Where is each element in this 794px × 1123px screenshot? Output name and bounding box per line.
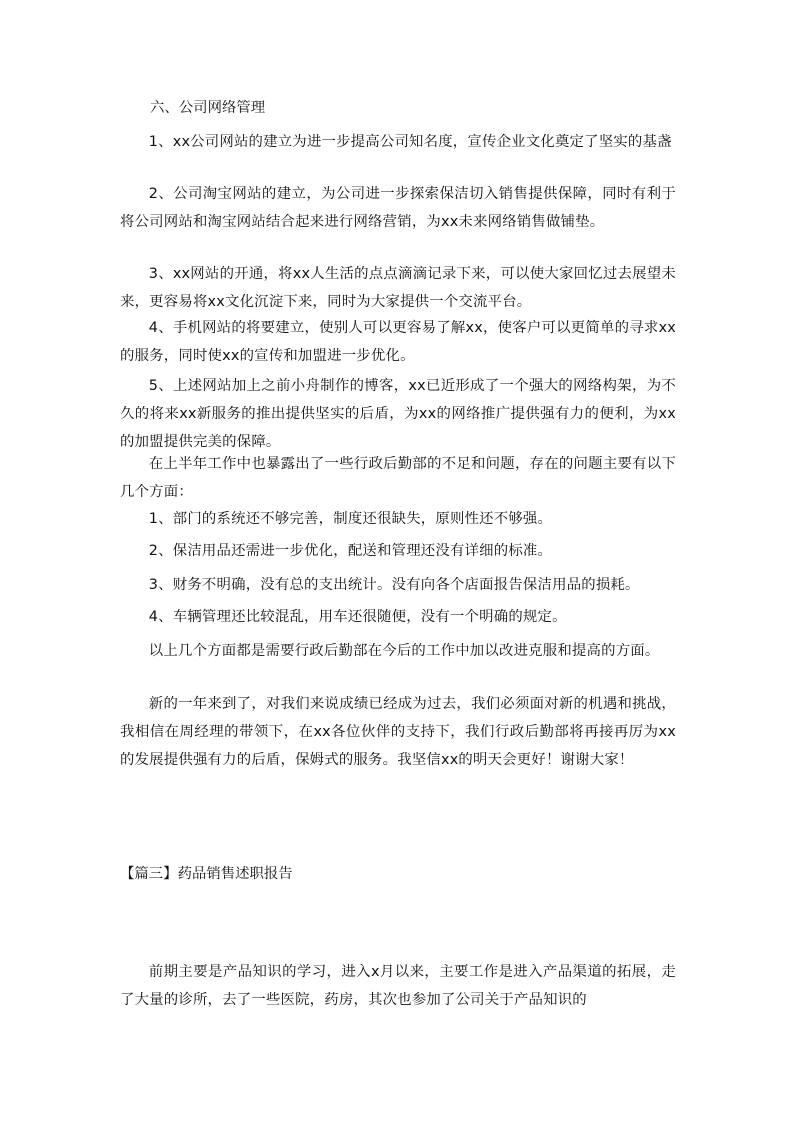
problem-item-4: 4、车辆管理还比较混乱，用车还很随便，没有一个明确的规定。 [148,609,567,625]
problem-item-3: 3、财务不明确，没有总的支出统计。没有向各个店面报告保洁用品的损耗。 [148,577,640,593]
section-heading: 六、公司网络管理 [150,100,266,116]
closing-paragraph: 新的一年来到了，对我们来说成绩已经成为过去，我们必须面对新的机遇和挑战，我相信在周经理的带领下，在xx各位伙伴的支持下，我们行政后勤部将再接再厉为xx的发展提供强有力的后盾，保姆式的服务。我坚信xx的明天会更好！谢谢大家！ [120,696,676,768]
problems-summary: 以上几个方面都是需要行政后勤部在今后的工作中加以改进克服和提高的方面。 [148,643,660,659]
problem-item-1: 1、部门的系统还不够完善，制度还很缺失，原则性还不够强。 [148,511,553,527]
paragraph-item-2: 2、公司淘宝网站的建立，为公司进一步探索保洁切入销售提供保障，同时有利于将公司网站和淘宝网站结合起来进行网络营销，为xx未来网络销售做铺垫。 [120,186,676,230]
problem-item-2: 2、保洁用品还需进一步优化，配送和管理还没有详细的标准。 [148,543,553,559]
paragraph-item-5: 5、上述网站加上之前小舟制作的博客，xx已近形成了一个强大的网络构架，为不久的将来xx新服务的推出提供坚实的后盾，为xx的网络推广提供强有力的便利，为xx的加盟提供完美的保障。 [120,378,676,450]
paragraph-item-4: 4、手机网站的将要建立，使别人可以更容易了解xx，使客户可以更简单的寻求xx的服务，同时使xx的宣传和加盟进一步优化。 [120,320,676,364]
article-title: 【篇三】药品销售述职报告 [120,866,293,882]
paragraph-item-1: 1、xx公司网站的建立为进一步提高公司知名度，宣传企业文化奠定了坚实的基盏 [148,134,672,150]
paragraph-item-3: 3、xx网站的开通，将xx人生活的点点滴滴记录下来，可以使大家回忆过去展望未来，更容易将xx文化沉淀下来，同时为大家提供一个交流平台。 [120,266,676,310]
article-intro-paragraph: 前期主要是产品知识的学习，进入x月以来，主要工作是进入产品渠道的拓展，走了大量的诊所，去了一些医院，药房，其次也参加了公司关于产品知识的 [120,964,676,1008]
problems-intro: 在上半年工作中也暴露出了一些行政后勤部的不足和问题，存在的问题主要有以下几个方面： [120,456,676,500]
